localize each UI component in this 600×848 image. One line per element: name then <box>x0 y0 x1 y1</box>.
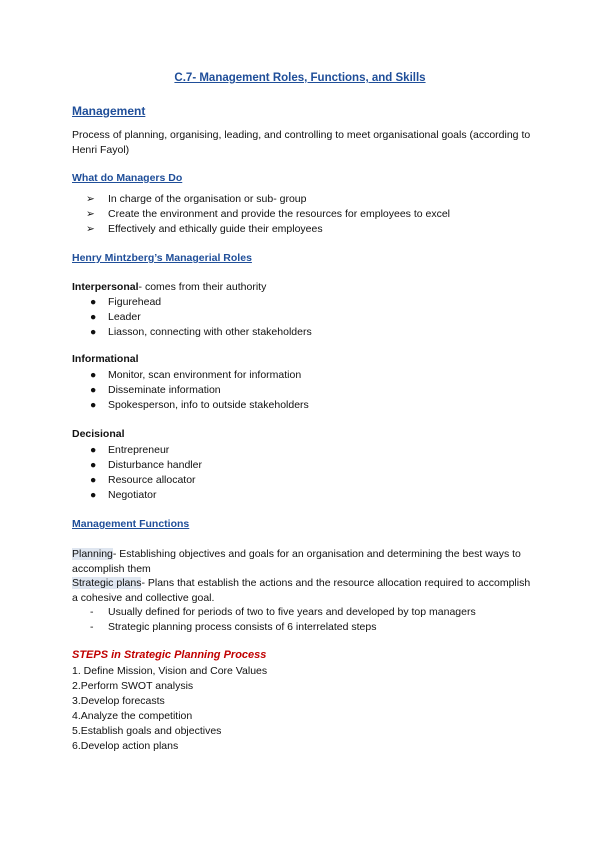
management-heading: Management <box>72 104 146 118</box>
interpersonal-note: - comes from their authority <box>138 281 267 293</box>
arrow-bullet-icon: ➢ <box>86 223 95 235</box>
management-functions-heading: Management Functions <box>72 518 190 530</box>
interpersonal-list <box>90 295 312 340</box>
list-item: 5.Establish goals and objectives <box>72 725 222 737</box>
list-item: 2.Perform SWOT analysis <box>72 680 194 692</box>
what-managers-do-list <box>86 192 450 237</box>
bullet-icon: ● <box>90 489 97 501</box>
bullet-icon: ● <box>90 311 97 323</box>
bullet-icon: ● <box>90 384 97 396</box>
list-item: ● Disseminate information <box>90 384 221 396</box>
list-item: ● Negotiator <box>90 489 157 501</box>
bullet-icon: ● <box>90 444 97 456</box>
decisional-list <box>90 443 202 503</box>
list-item: 4.Analyze the competition <box>72 710 193 722</box>
steps-heading: STEPS in Strategic Planning Process <box>72 649 267 661</box>
list-item: 3.Develop forecasts <box>72 695 165 707</box>
list-item: ➢ Effectively and ethically guide their employees <box>86 223 323 235</box>
list-item: 6.Develop action plans <box>72 740 179 752</box>
steps-list <box>72 664 267 754</box>
dash-bullet-icon: - <box>90 621 94 633</box>
strategic-plans-list <box>90 605 476 635</box>
informational-list <box>90 368 309 413</box>
list-item: ● Entrepreneur <box>90 444 170 456</box>
bullet-icon: ● <box>90 369 97 381</box>
list-item: ● Monitor, scan environment for information <box>90 369 302 381</box>
list-item: ● Liasson, connecting with other stakeholders <box>90 326 312 338</box>
bullet-icon: ● <box>90 399 97 411</box>
interpersonal-subheading: Interpersonal- comes from their authority <box>72 281 267 293</box>
document-title: C.7- Management Roles, Functions, and Skills <box>174 72 426 84</box>
list-item: ● Spokesperson, info to outside stakeholders <box>90 399 309 411</box>
bullet-icon: ● <box>90 326 97 338</box>
management-definition: Process of planning, organising, leading, and controlling to meet organisational goals (according to Henri Fayol) <box>72 129 531 156</box>
mintzberg-heading: Henry Mintzberg’s Managerial Roles <box>72 252 252 264</box>
planning-term: Planning <box>72 548 113 560</box>
planning-definition: Planning- Establishing objectives and goals for an organisation and determining the best ways to accomplish them <box>72 548 521 575</box>
arrow-bullet-icon: ➢ <box>86 208 95 220</box>
decisional-subheading: Decisional <box>72 428 125 440</box>
list-item: ● Resource allocator <box>90 474 196 486</box>
list-item: - Usually defined for periods of two to five years and developed by top managers <box>90 606 476 618</box>
list-item: ● Disturbance handler <box>90 459 202 471</box>
bullet-icon: ● <box>90 296 97 308</box>
dash-bullet-icon: - <box>90 606 94 618</box>
strategic-plans-term: Strategic plans <box>72 577 142 589</box>
list-item: ● Figurehead <box>90 296 162 308</box>
list-item: - Strategic planning process consists of 6 interrelated steps <box>90 621 377 633</box>
list-item: ● Leader <box>90 311 141 323</box>
informational-subheading: Informational <box>72 353 139 365</box>
bullet-icon: ● <box>90 474 97 486</box>
bullet-icon: ● <box>90 459 97 471</box>
list-item: 1. Define Mission, Vision and Core Values <box>72 665 268 677</box>
strategic-plans-definition: Strategic plans- Plans that establish the actions and the resource allocation required to accomplish a cohesive and collective goal. <box>72 577 531 604</box>
arrow-bullet-icon: ➢ <box>86 193 95 205</box>
list-item: ➢ Create the environment and provide the resources for employees to excel <box>86 208 451 220</box>
what-managers-do-heading: What do Managers Do <box>72 172 183 184</box>
list-item: ➢ In charge of the organisation or sub- group <box>86 193 307 205</box>
